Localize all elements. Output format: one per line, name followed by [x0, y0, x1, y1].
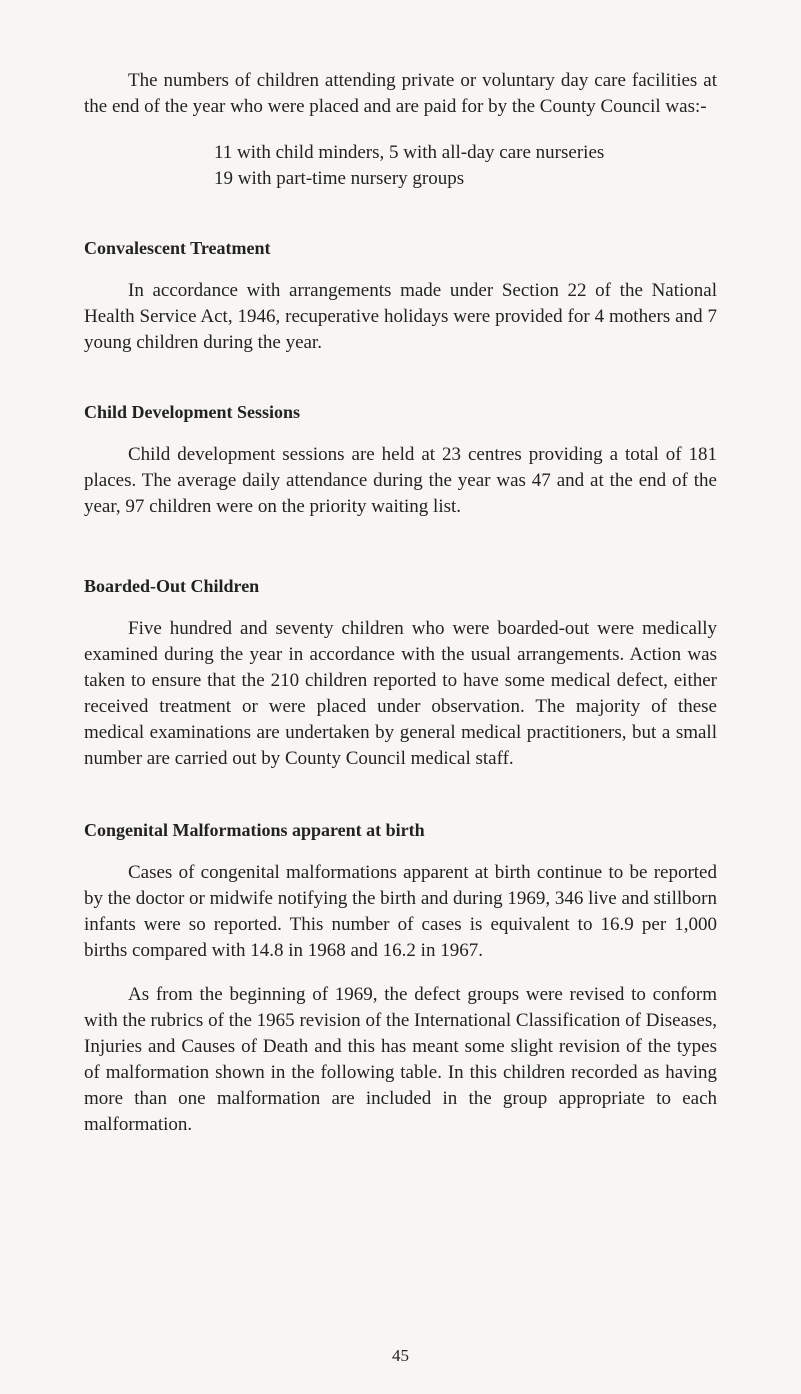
intro-list-item: 19 with part-time nursery groups: [214, 168, 465, 189]
section-paragraph: Child development sessions are held at 23 centres providing a total of 181 places. The average daily attendance during the year was 47 and at the end of the year, 97 children were on the priority waiting list.: [84, 444, 717, 517]
section-paragraph: In accordance with arrangements made under Section 22 of the National Health Service Act, 1946, recuperative holidays were provided for 4 mothers and 7 young children during the year.: [84, 280, 717, 353]
intro-list-item: 11 with child minders, 5 with all-day care nurseries: [214, 142, 605, 163]
section-heading-boarded-out-children: Boarded-Out Children: [84, 576, 260, 596]
section-heading-child-development-sessions: Child Development Sessions: [84, 402, 301, 422]
intro-paragraph: The numbers of children attending private or voluntary day care facilities at the end of the year who were placed and are paid for by the County Council was:-: [84, 70, 717, 117]
page-number: 45: [392, 1346, 409, 1365]
section-paragraph: As from the beginning of 1969, the defect groups were revised to conform with the rubrics of the 1965 revision of the International Classification of Diseases, Injuries and Causes of Death and this has meant some slight revision of the types of malformation shown in the following table. In this children recorded as having more than one malformation are included in the group appropriate to each malformation.: [84, 984, 717, 1135]
section-heading-congenital-malformations: Congenital Malformations apparent at birth: [84, 820, 425, 840]
section-heading-convalescent-treatment: Convalescent Treatment: [84, 238, 271, 258]
section-paragraph: Cases of congenital malformations apparent at birth continue to be reported by the doctor or midwife notifying the birth and during 1969, 346 live and stillborn infants were so reported. This number of cases is equivalent to 16.9 per 1,000 births compared with 14.8 in 1968 and 16.2 in 1967.: [84, 862, 717, 961]
section-paragraph: Five hundred and seventy children who were boarded-out were medically examined during the year in accordance with the usual arrangements. Action was taken to ensure that the 210 children reported to have some medical defect, either received treatment or were placed under observation. The majority of these medical examinations are undertaken by general medical practitioners, but a small number are carried out by County Council medical staff.: [84, 618, 717, 769]
